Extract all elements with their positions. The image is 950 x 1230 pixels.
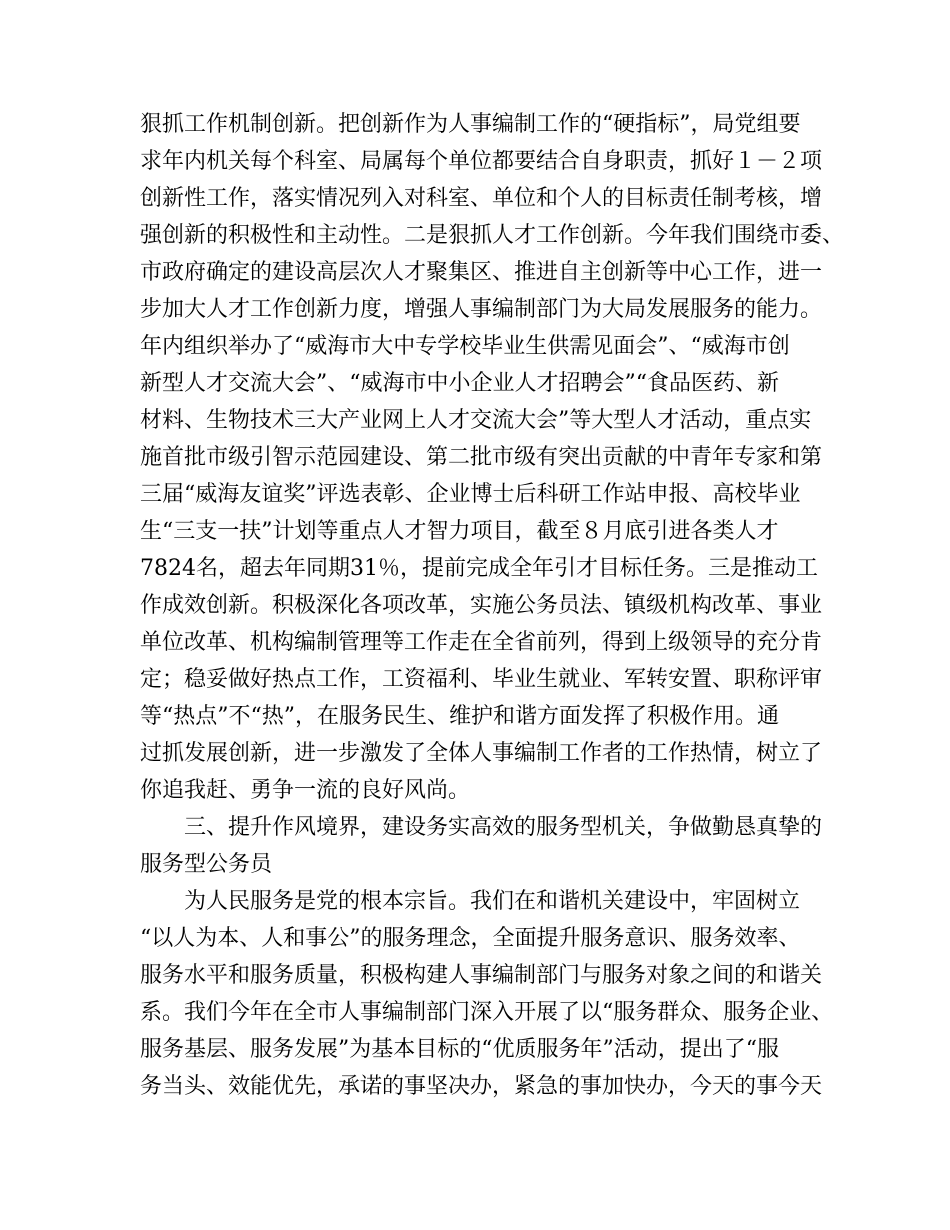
text-line: 服务水平和服务质量，积极构建人事编制部门与服务对象之间的和谐关 [140, 963, 823, 988]
text-line: 创新性工作，落实情况列入对科室、单位和个人的目标责任制考核，增 [140, 186, 823, 211]
text-line: 市政府确定的建设高层次人才聚集区、推进自主创新等中心工作，进一 [140, 260, 823, 285]
text-line: 生“三支一扶”计划等重点人才智力项目，截至８月底引进各类人才 [140, 519, 779, 544]
text-line: 单位改革、机构编制管理等工作走在全省前列，得到上级领导的充分肯 [140, 630, 823, 655]
text-line: 务当头、效能优先，承诺的事坚决办，紧急的事加快办，今天的事今天 [140, 1074, 823, 1099]
text-line: 等“热点”不“热”，在服务民生、维护和谐方面发挥了积极作用。通 [140, 704, 779, 729]
text-line: 新型人才交流大会”、“威海市中小企业人才招聘会”“食品医药、新 [140, 371, 779, 396]
text-line: “以人为本、人和事公”的服务理念，全面提升服务意识、服务效率、 [140, 926, 801, 951]
text-line: 步加大人才工作创新力度，增强人事编制部门为大局发展服务的能力。 [140, 297, 823, 322]
text-line: 作成效创新。积极深化各项改革，实施公务员法、镇级机构改革、事业 [140, 593, 823, 618]
text-line: 强创新的积极性和主动性。二是狠抓人才工作创新。今年我们围绕市委、 [140, 223, 845, 248]
text-line: 求年内机关每个科室、局属每个单位都要结合自身职责，抓好１－２项 [140, 149, 823, 174]
text-line: 三届“威海友谊奖”评选表彰、企业博士后科研工作站申报、高校毕业 [140, 482, 801, 507]
text-line: 过抓发展创新，进一步激发了全体人事编制工作者的工作热情，树立了 [140, 741, 823, 766]
text-line: 7824名，超去年同期31％，提前完成全年引才目标任务。三是推动工 [140, 556, 818, 581]
body-text [140, 106, 845, 1105]
text-line: 定；稳妥做好热点工作，工资福利、毕业生就业、军转安置、职称评审 [140, 667, 823, 692]
text-line: 你追我赶、勇争一流的良好风尚。 [140, 778, 471, 803]
text-line: 系。我们今年在全市人事编制部门深入开展了以“服务群众、服务企业、 [140, 1000, 834, 1025]
text-line: 狠抓工作机制创新。把创新作为人事编制工作的“硬指标”，局党组要 [140, 112, 801, 137]
text-line: 材料、生物技术三大产业网上人才交流大会”等大型人才活动，重点实 [140, 408, 812, 433]
text-line: 为人民服务是党的根本宗旨。我们在和谐机关建设中，牢固树立 [184, 889, 801, 914]
text-line: 施首批市级引智示范园建设、第二批市级有突出贡献的中青年专家和第 [140, 445, 823, 470]
text-line: 年内组织举办了“威海市大中专学校毕业生供需见面会”、“威海市创 [140, 334, 790, 359]
section-heading-line: 服务型公务员 [140, 852, 273, 877]
text-line: 服务基层、服务发展”为基本目标的“优质服务年”活动，提出了“服 [140, 1037, 779, 1062]
section-heading-line: 三、提升作风境界，建设务实高效的服务型机关，争做勤恳真挚的 [184, 815, 823, 840]
